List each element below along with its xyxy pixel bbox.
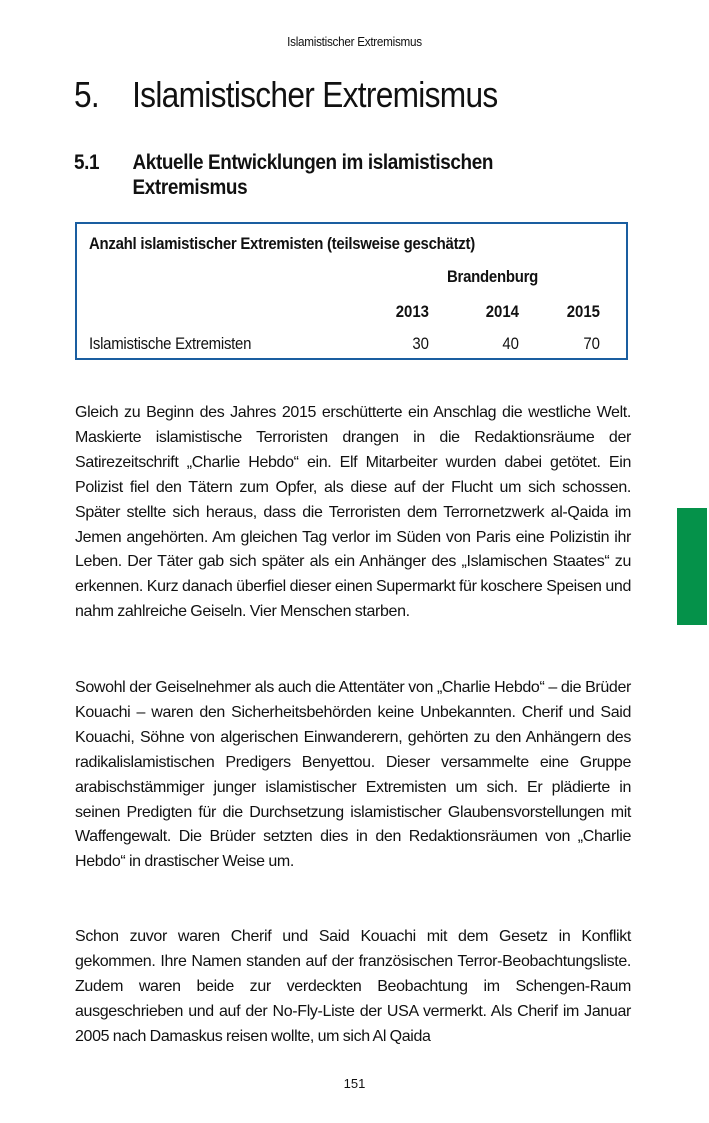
table-cell: 70 <box>583 334 600 353</box>
table-year-header: 2015 <box>566 302 600 321</box>
paragraph-text: Schon zuvor waren Cherif und Said Kouachi mit dem Gesetz in Konflikt gekommen. Ihre Namen standen auf der französischen Terror-Beobachtungsliste. Zudem waren beide zur verdeckten Beobachtung im Schengen-Raum ausgeschrieben und auf der No-Fly-Liste der USA vermerkt. Als Cherif im Januar 2005 nach Damaskus reisen wollte, um sich Al Qaida <box>75 928 631 1045</box>
page-number: 151 <box>343 1076 366 1091</box>
body-paragraph-1 <box>75 401 631 625</box>
paragraph-text: Gleich zu Beginn des Jahres 2015 erschütterte ein Anschlag die westliche Welt. Maskierte islamistische Terroristen drangen in die Redaktionsräume der Satirezeitschrift „Charlie Hebdo“ ein. Elf Mitarbeiter wurden dabei getötet. Ein Polizist fiel den Tätern zum Opfer, als diese auf der Flucht um sich schossen. Später stellte sich heraus, dass die Terroristen dem Terrornetzwerk al-Qaida im Jemen angehörten. Am gleichen Tag verlor im Süden von Paris eine Polizistin ihr Leben. Der Täter gab sich später als ein Anhänger des „Islamischen Staates“ zu erkennen. Kurz danach überfiel dieser einen Supermarkt für koschere Speisen und nahm zahlreiche Geiseln. Vier Menschen starben. <box>75 404 631 621</box>
body-paragraph-2 <box>75 676 631 875</box>
table-year-header: 2013 <box>395 302 429 321</box>
statistics-table <box>75 222 628 360</box>
section-title <box>74 150 578 200</box>
running-header: Islamistischer Extremismus <box>287 34 422 49</box>
table-row-label: Islamistische Extremisten <box>89 334 252 353</box>
chapter-title-text: Islamistischer Extremismus <box>132 74 498 115</box>
chapter-title <box>74 74 498 116</box>
table-year-header: 2014 <box>485 302 519 321</box>
section-number: 5.1 <box>74 151 100 174</box>
paragraph-text: Sowohl der Geiselnehmer als auch die Attentäter von „Charlie Hebdo“ – die Brüder Kouachi – waren den Sicherheitsbehörden keine Unbekannten. Cherif und Said Kouachi, Söhne von algerischen Einwanderern, gehörten zu den Anhängern des radikalislamistischen Predigers Benyettou. Dieser versammelte eine Gruppe arabischstämmiger junger islamistischer Extremisten um sich. Er plädierte in seinen Predigten für die Durchsetzung islamistischer Glaubensvorstellungen mit Waffengewalt. Die Brüder setzten dies in den Redaktionsräumen von „Charlie Hebdo“ in drastischer Weise um. <box>75 679 631 871</box>
section-title-text: Aktuelle Entwicklungen im islamistischen Extremismus <box>132 151 494 199</box>
table-caption: Anzahl islamistischer Extremisten (teilsweise geschätzt) <box>89 234 475 253</box>
table-cell: 30 <box>412 334 429 353</box>
chapter-thumb-tab <box>677 508 707 625</box>
chapter-number: 5. <box>74 74 100 115</box>
table-region-header: Brandenburg <box>447 267 539 286</box>
body-paragraph-3 <box>75 925 631 1050</box>
table-cell: 40 <box>502 334 519 353</box>
